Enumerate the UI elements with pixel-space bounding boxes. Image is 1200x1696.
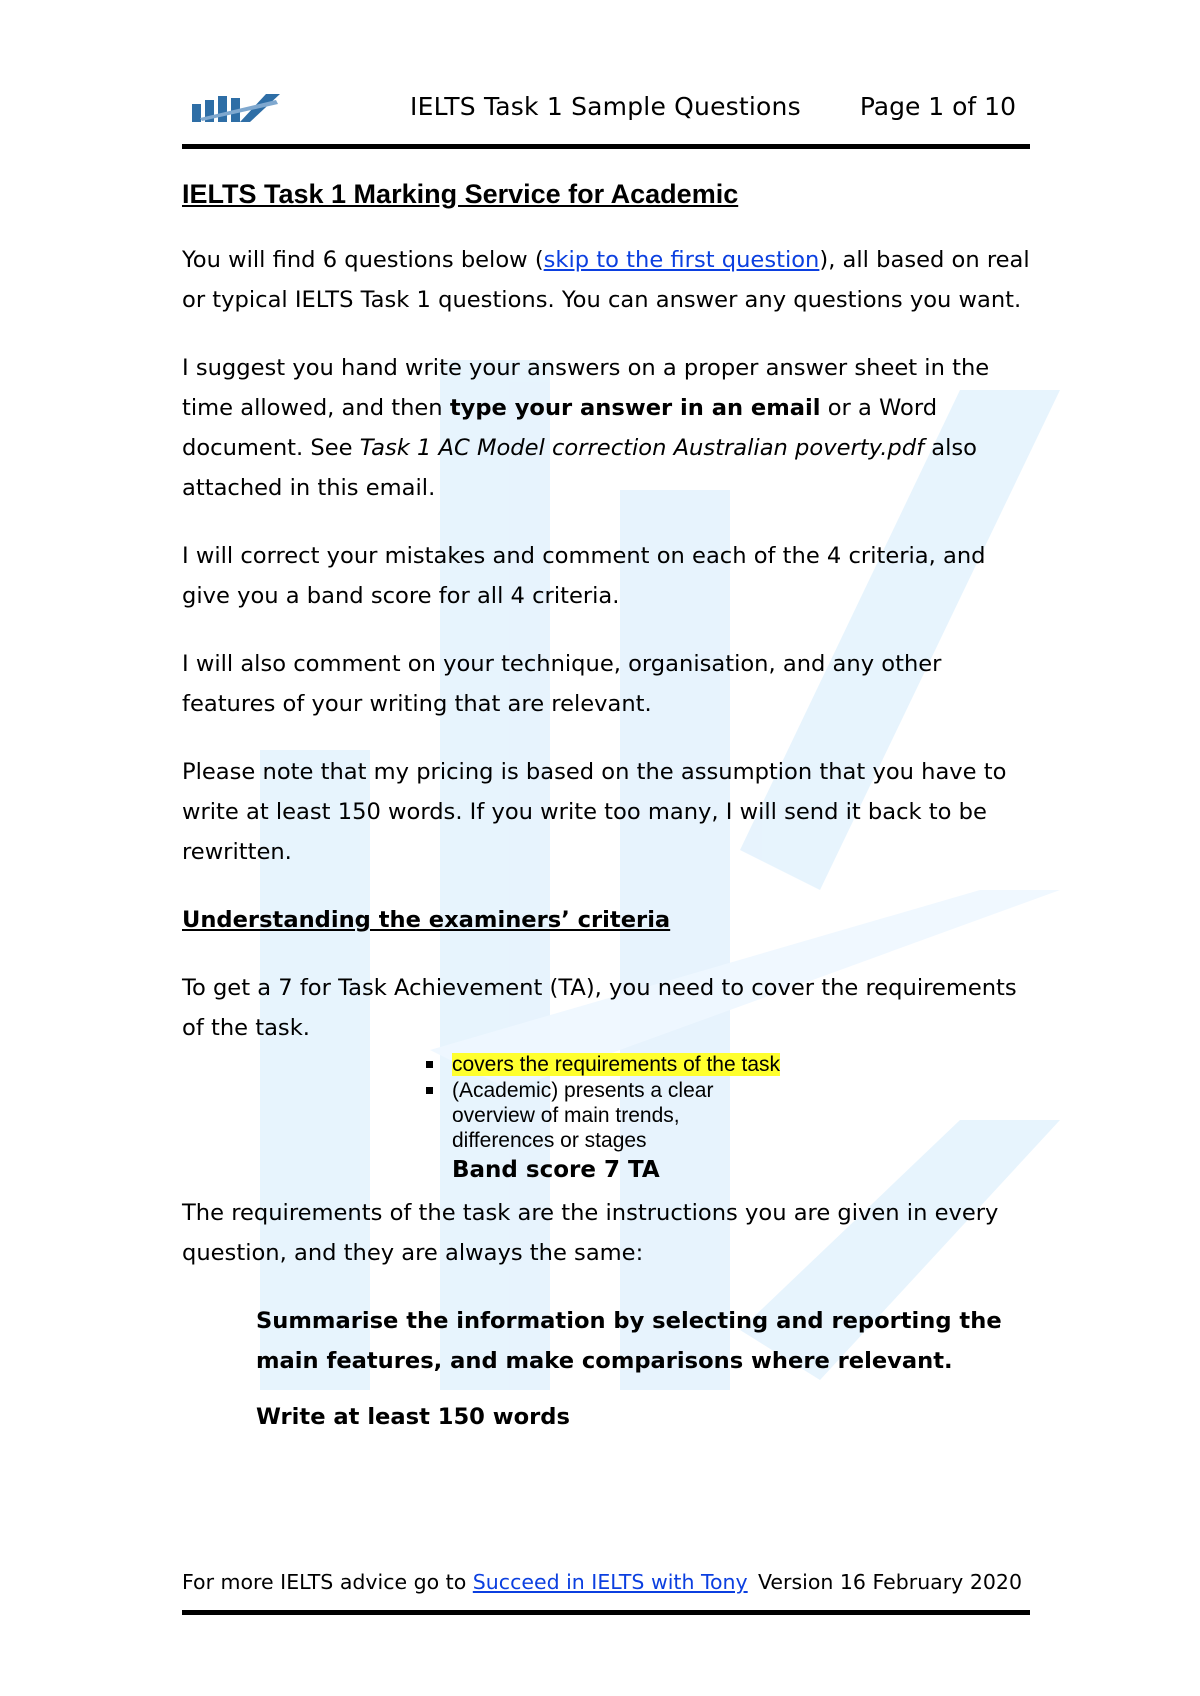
section-heading: Understanding the examiners’ criteria (182, 907, 671, 933)
instructions-bold: type your answer in an email (449, 395, 821, 421)
header-title: IELTS Task 1 Sample Questions (410, 92, 801, 121)
intro-paragraph (182, 240, 1032, 320)
bullet-icon (426, 1061, 433, 1068)
logo-icon (190, 90, 282, 126)
instructions-text-2: or a Word document. See (182, 395, 938, 461)
criteria-item-text-highlighted: covers the requirements of the task (452, 1053, 780, 1076)
page-number: Page 1 of 10 (859, 92, 1016, 121)
footer-prefix: For more IELTS advice go to (182, 1570, 473, 1594)
criteria-list (422, 1052, 782, 1153)
document-title: IELTS Task 1 Marking Service for Academic (182, 179, 739, 209)
technique-paragraph: I will also comment on your technique, organisation, and any other features of your writing that are relevant. (182, 651, 942, 717)
task-achievement-paragraph: To get a 7 for Task Achievement (TA), you need to cover the requirements of the task. (182, 975, 1017, 1041)
criteria-item (422, 1078, 782, 1153)
requirements-paragraph: The requirements of the task are the instructions you are given in every question, and they are always the same: (182, 1200, 999, 1266)
footer-advice (182, 1570, 748, 1594)
intro-text-1: You will find 6 questions below ( (182, 247, 544, 273)
band-descriptor-figure (422, 1052, 782, 1185)
version-date: Version 16 February 2020 (757, 1570, 1022, 1594)
criteria-item (422, 1052, 782, 1077)
page-header (182, 82, 1030, 142)
pricing-paragraph: Please note that my pricing is based on the assumption that you have to write at least 150 words. If you write too many, I will send it back to be rewritten. (182, 759, 1007, 865)
criteria-item-text: (Academic) presents a clear overview of main trends, differences or stages (452, 1079, 714, 1152)
task-instruction-2: Write at least 150 words (256, 1404, 570, 1430)
skip-to-first-question-link[interactable]: skip to the first question (543, 247, 820, 273)
instructions-text-1: I suggest you hand write your answers on a proper answer sheet in the time allowed, and then (182, 355, 990, 421)
instructions-paragraph (182, 348, 1032, 508)
attachment-filename: Task 1 AC Model correction Australian poverty.pdf (359, 435, 925, 461)
band-score-label: Band score 7 TA (452, 1157, 660, 1183)
succeed-in-ielts-link[interactable]: Succeed in IELTS with Tony (472, 1570, 748, 1594)
instructions-text-3: also attached in this email. (182, 435, 977, 501)
correction-paragraph: I will correct your mistakes and comment on each of the 4 criteria, and give you a band score for all 4 criteria. (182, 543, 986, 609)
intro-text-2: ), all based on real or typical IELTS Task 1 questions. You can answer any questions you want. (182, 247, 1030, 313)
page-footer (182, 1566, 1030, 1602)
footer-divider (182, 1610, 1030, 1615)
task-instruction-1: Summarise the information by selecting and reporting the main features, and make comparisons where relevant. (256, 1308, 1002, 1374)
header-divider (182, 144, 1030, 149)
document-body (182, 176, 1032, 1453)
bullet-icon (426, 1087, 433, 1094)
